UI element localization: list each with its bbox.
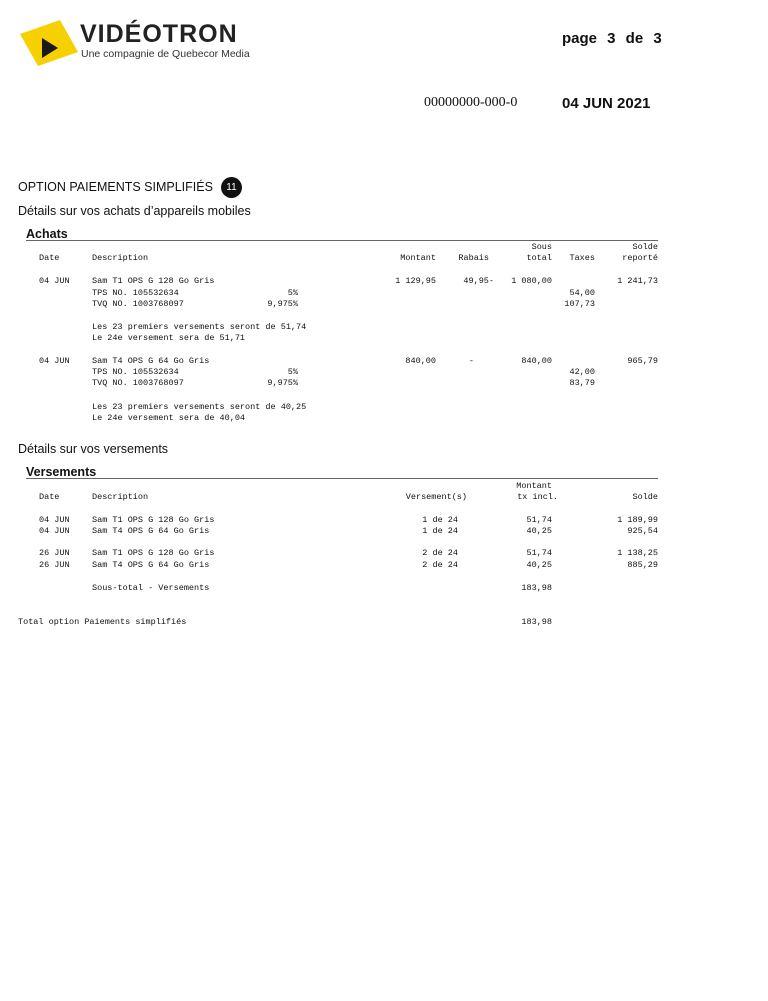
section-title: OPTION PAIEMENTS SIMPLIFIÉS <box>18 180 213 194</box>
versements-header-versement: Versement(s) <box>405 492 467 502</box>
achats-item-rabais: - <box>468 356 474 366</box>
achats-item-solde: 965,79 <box>627 356 658 366</box>
brand-name: VIDÉOTRON <box>80 20 238 48</box>
section-number-badge: 11 <box>221 177 242 198</box>
versement-row-solde: 885,29 <box>627 560 658 570</box>
statement-date: 04 JUN 2021 <box>562 95 651 112</box>
payments-heading: Détails sur vos versements <box>18 442 169 456</box>
tax-rate: 9,975% <box>267 378 298 388</box>
achats-title: Achats <box>26 227 68 241</box>
versement-row-date: 26 JUN <box>39 548 70 558</box>
installment-note: Les 23 premiers versements seront de 40,25 <box>92 402 307 412</box>
versement-row-solde: 925,54 <box>627 526 658 536</box>
installment-note: Le 24e versement sera de 51,71 <box>92 333 246 343</box>
achats-item-sous-total: 840,00 <box>521 356 552 366</box>
versement-row-date: 04 JUN <box>39 526 70 536</box>
tax-amount: 83,79 <box>569 378 595 388</box>
versement-row-description: Sam T1 OPS G 128 Go Gris <box>92 548 215 558</box>
tax-amount: 54,00 <box>569 288 595 298</box>
page-indicator: page 3 de 3 <box>562 30 662 47</box>
versement-row-montant: 40,25 <box>526 560 552 570</box>
achats-header-date: Date <box>39 253 60 263</box>
versement-row-number: 2 de 24 <box>422 548 458 558</box>
tax-rate: 9,975% <box>267 299 298 309</box>
installment-note: Le 24e versement sera de 40,04 <box>92 413 246 423</box>
versement-row-number: 2 de 24 <box>422 560 458 570</box>
versement-row-number: 1 de 24 <box>422 526 458 536</box>
tax-label: TPS NO. 105532634 <box>92 367 179 377</box>
subtotal-value: 183,98 <box>521 583 552 593</box>
versements-header-montant: Montant <box>516 481 552 491</box>
versement-row-montant: 51,74 <box>526 515 552 525</box>
versement-row-montant: 40,25 <box>526 526 552 536</box>
total-label: Total option Paiements simplifiés <box>18 617 187 627</box>
versement-row-montant: 51,74 <box>526 548 552 558</box>
achats-item-rabais: 49,95- <box>463 276 494 286</box>
versements-title: Versements <box>26 465 97 479</box>
versements-divider <box>26 478 658 479</box>
installment-note: Les 23 premiers versements seront de 51,74 <box>92 322 307 332</box>
achats-header-montant: Montant <box>400 253 436 263</box>
versement-row-description: Sam T1 OPS G 128 Go Gris <box>92 515 215 525</box>
achats-item-description: Sam T4 OPS G 64 Go Gris <box>92 356 210 366</box>
achats-header-solde: Solde <box>632 242 658 252</box>
tax-amount: 107,73 <box>564 299 595 309</box>
versements-header-tx-incl: tx incl. <box>517 492 558 502</box>
versement-row-description: Sam T4 OPS G 64 Go Gris <box>92 560 210 570</box>
achats-item-montant: 840,00 <box>405 356 436 366</box>
achats-item-montant: 1 129,95 <box>395 276 436 286</box>
achats-item-solde: 1 241,73 <box>617 276 658 286</box>
achats-header-sous: Sous <box>531 242 552 252</box>
achats-item-date: 04 JUN <box>39 356 70 366</box>
tax-label: TVQ NO. 1003768097 <box>92 299 184 309</box>
tax-label: TPS NO. 105532634 <box>92 288 179 298</box>
achats-header-rabais: Rabais <box>458 253 489 263</box>
versement-row-solde: 1 138,25 <box>617 548 658 558</box>
tax-amount: 42,00 <box>569 367 595 377</box>
achats-header-total: total <box>526 253 552 263</box>
total-value: 183,98 <box>521 617 552 627</box>
tax-rate: 5% <box>287 288 298 298</box>
achats-item-date: 04 JUN <box>39 276 70 286</box>
tax-rate: 5% <box>287 367 298 377</box>
versement-row-description: Sam T4 OPS G 64 Go Gris <box>92 526 210 536</box>
versements-header-solde: Solde <box>632 492 658 502</box>
achats-header-taxes: Taxes <box>569 253 595 263</box>
purchases-heading: Détails sur vos achats d’appareils mobiles <box>18 204 251 218</box>
subtotal-label: Sous-total - Versements <box>92 583 210 593</box>
achats-header-reporte: reporté <box>622 253 658 263</box>
videotron-logo <box>20 20 80 66</box>
versement-row-number: 1 de 24 <box>422 515 458 525</box>
tax-label: TVQ NO. 1003768097 <box>92 378 184 388</box>
achats-item-sous-total: 1 080,00 <box>511 276 552 286</box>
account-number: 00000000-000-0 <box>424 95 518 110</box>
brand-tagline: Une compagnie de Quebecor Media <box>81 48 250 60</box>
versement-row-solde: 1 189,99 <box>617 515 658 525</box>
versements-header-description: Description <box>92 492 149 502</box>
achats-divider <box>26 240 658 241</box>
versement-row-date: 26 JUN <box>39 560 70 570</box>
achats-item-description: Sam T1 OPS G 128 Go Gris <box>92 276 215 286</box>
versement-row-date: 04 JUN <box>39 515 70 525</box>
achats-header-description: Description <box>92 253 149 263</box>
versements-header-date: Date <box>39 492 60 502</box>
